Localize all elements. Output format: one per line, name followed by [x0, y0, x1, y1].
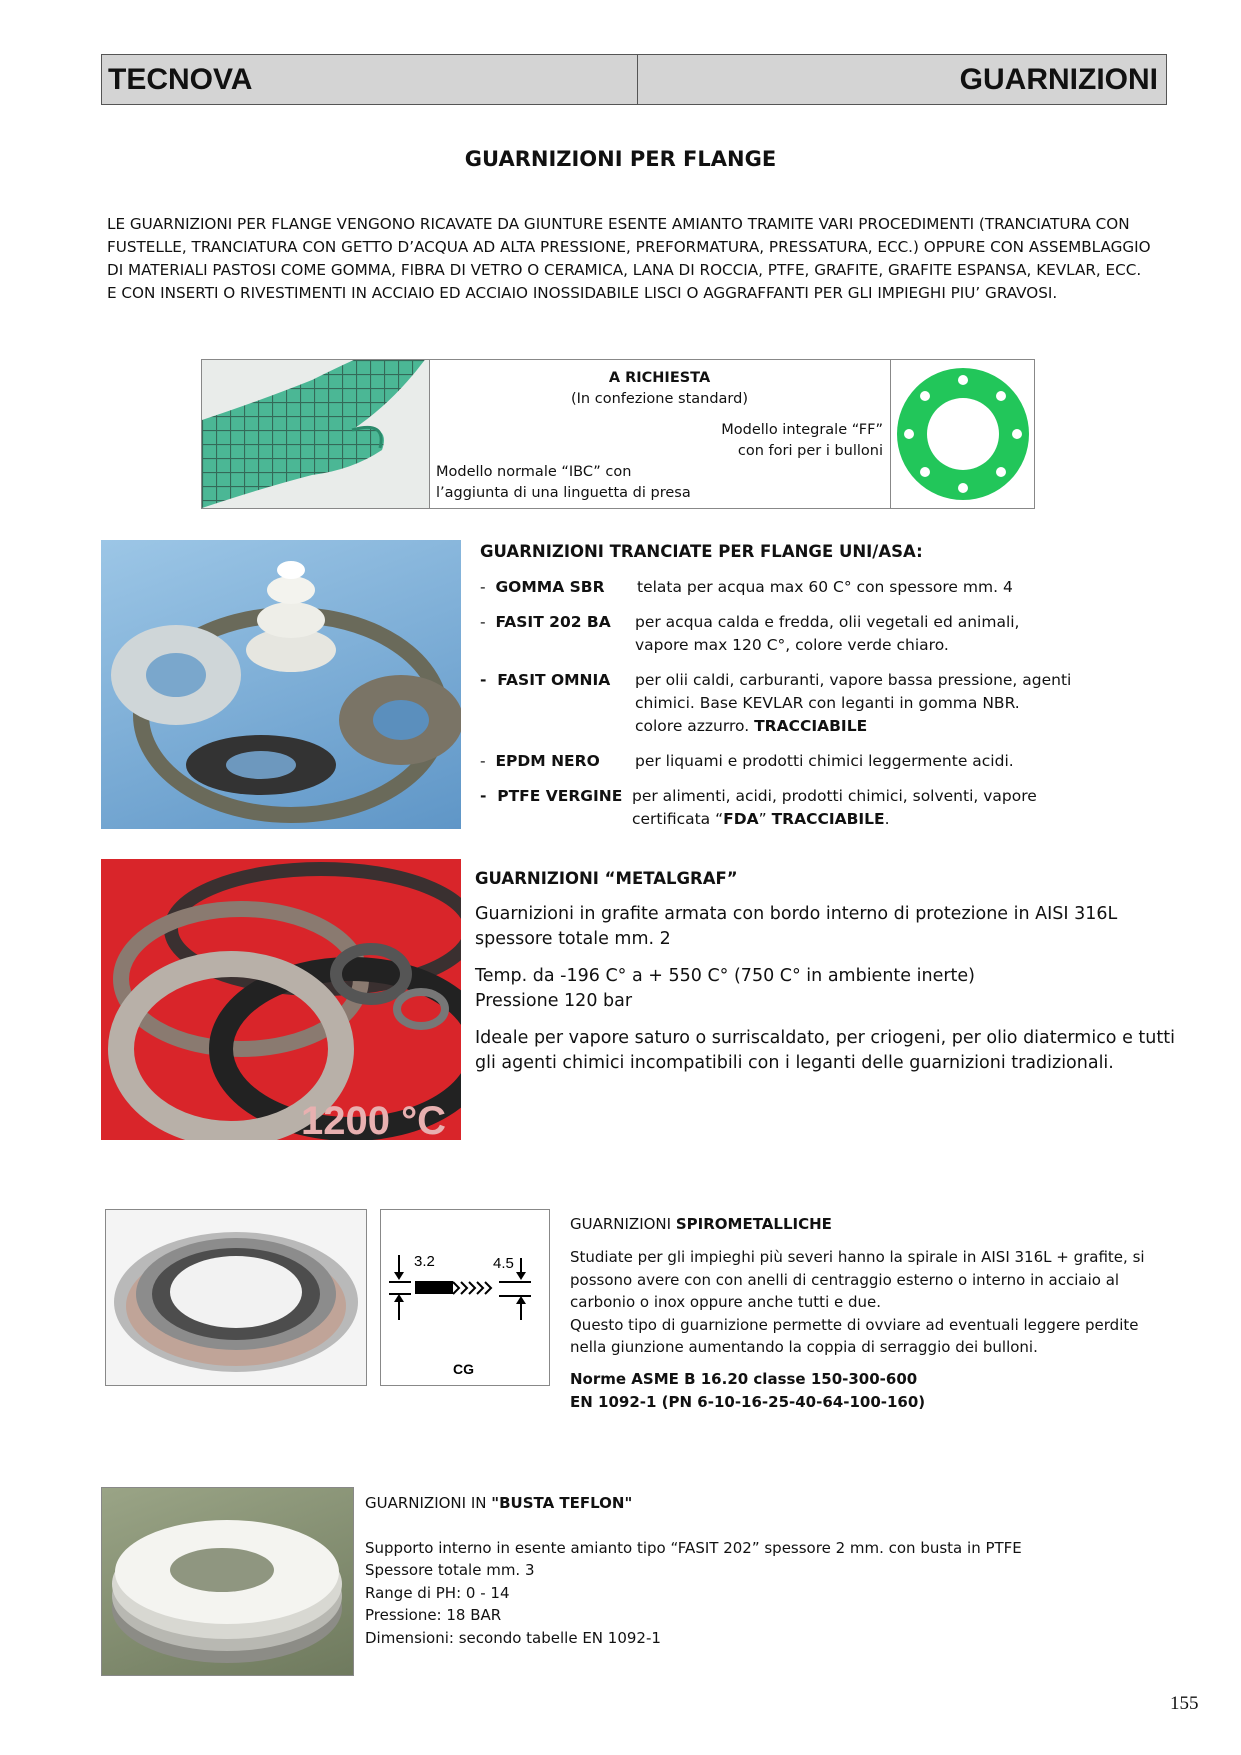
page-title: GUARNIZIONI PER FLANGE [464, 147, 777, 171]
spiral-line: carbonio o inox oppure anche tutti e due. [570, 1293, 882, 1312]
spiral-body [570, 1246, 1190, 1358]
spiral-title-bold: SPIROMETALLICHE [675, 1215, 832, 1233]
material-desc: colore azzurro. [635, 717, 755, 735]
intro-line: LE GUARNIZIONI PER FLANGE VENGONO RICAVATE DA GIUNTURE ESENTE AMIANTO TRAMITE VARI PROCEDIMENTI (TRANCIATURA CON [107, 215, 1130, 233]
ibc-model-line1: Modello normale “IBC” con [436, 464, 632, 480]
photo-temperature-label: 1200 °C [301, 1099, 446, 1140]
ibc-gasket-photo [202, 360, 430, 508]
page-header [101, 54, 1167, 105]
flange-models-table [201, 359, 1035, 509]
material-desc: vapore max 120 C°, colore verde chiaro. [635, 636, 949, 654]
metalgraf-photo [101, 859, 461, 1140]
metalgraf-specs [475, 964, 1195, 1014]
teflon-title-plain: GUARNIZIONI IN [365, 1494, 492, 1512]
traceable-label: TRACCIABILE [754, 717, 868, 735]
list-item: - GOMMA SBR telata per acqua max 60 C° con spessore mm. 4 [480, 576, 605, 599]
material-name: GOMMA SBR [495, 578, 605, 596]
spiral-title [570, 1213, 1190, 1235]
dim-right-label: 4.5 [493, 1255, 514, 1272]
spiral-line: Questo tipo di guarnizione permette di ovviare ad eventuali leggere perdite [570, 1315, 1139, 1334]
cut-gaskets-photo [101, 540, 461, 829]
material-desc: per alimenti, acidi, prodotti chimici, solventi, vapore [632, 787, 1037, 805]
teflon-body [365, 1537, 1185, 1650]
material-name: PTFE VERGINE [497, 787, 623, 805]
intro-line: FUSTELLE, TRANCIATURA CON GETTO D’ACQUA AD ALTA PRESSIONE, PREFORMATURA, PRESSATURA, ECC.) OPPURE CON ASSEMBLAGGIO [107, 238, 1151, 256]
teflon-title-bold: "BUSTA TEFLON" [491, 1494, 633, 1512]
material-name: FASIT 202 BA [495, 613, 611, 631]
table-subtitle: (In confezione standard) [571, 391, 748, 407]
material-desc: per olii caldi, carburanti, vapore bassa pressione, agenti [635, 671, 1072, 689]
metalgraf-section [475, 866, 1195, 1076]
material-desc: ” [758, 810, 772, 828]
table-title: A RICHIESTA [608, 370, 711, 386]
spiral-gasket-photo [105, 1209, 367, 1386]
metalgraf-line: Ideale per vapore saturo o surriscaldato, per criogeni, per olio diatermico e tutti [475, 1028, 1175, 1048]
material-desc: . [884, 810, 890, 828]
teflon-title [365, 1492, 1185, 1515]
ff-gasket-image [890, 360, 1035, 508]
list-item: - EPDM NERO per liquami e prodotti chimici leggermente acidi. [480, 750, 600, 773]
material-desc: telata per acqua max 60 C° con spessore mm. 4 [637, 578, 1013, 596]
intro-line: DI MATERIALI PASTOSI COME GOMMA, FIBRA DI VETRO O CERAMICA, LANA DI ROCCIA, PTFE, GRAFITE, GRAFITE ESPANSA, KEVLAR, ECC. [107, 261, 1142, 279]
spiral-norms [570, 1368, 1190, 1413]
intro-line: E CON INSERTI O RIVESTIMENTI IN ACCIAIO ED ACCIAIO INOSSIDABILE LISCI O AGGRAFFANTI PER GLI IMPIEGHI PIU’ GRAVOSI. [107, 284, 1058, 302]
teflon-line: Pressione: 18 BAR [365, 1606, 502, 1625]
teflon-line: Spessore totale mm. 3 [365, 1561, 535, 1580]
norm-line: EN 1092-1 (PN 6-10-16-25-40-64-100-160) [570, 1392, 926, 1411]
ff-model-line2: con fori per i bulloni [737, 443, 883, 459]
metalgraf-usage [475, 1026, 1195, 1076]
spiral-section [570, 1213, 1190, 1413]
spiral-line: Studiate per gli impieghi più severi hanno la spirale in AISI 316L + grafite, si [570, 1248, 1145, 1267]
metalgraf-line: spessore totale mm. 2 [475, 929, 671, 949]
list-item: - FASIT OMNIA per olii caldi, carburanti, vapore bassa pressione, agenti chimici. Base KEVLAR con leganti in gomma NBR. colore azzurro. TRACCIABILE [480, 671, 1072, 735]
metalgraf-line: Temp. da -196 C° a + 550 C° (750 C° in ambiente inerte) [475, 966, 975, 986]
metalgraf-line: Guarnizioni in grafite armata con bordo interno di protezione in AISI 316L [475, 904, 1118, 924]
material-desc: per acqua calda e fredda, olii vegetali ed animali, [635, 613, 1020, 631]
material-name: FASIT OMNIA [497, 671, 611, 689]
spiral-title-plain: GUARNIZIONI [570, 1215, 676, 1233]
teflon-line: Supporto interno in esente amianto tipo “FASIT 202” spessore 2 mm. con busta in PTFE [365, 1538, 1022, 1557]
header-brand: TECNOVA [102, 55, 638, 104]
norm-line: Norme ASME B 16.20 classe 150-300-600 [570, 1370, 918, 1389]
cut-gaskets-title: GUARNIZIONI TRANCIATE PER FLANGE UNI/ASA: [480, 542, 923, 561]
cut-gaskets-section [480, 540, 1200, 563]
teflon-gasket-photo [101, 1487, 354, 1676]
spiral-line: nella giunzione aumentando la coppia di serraggio dei bulloni. [570, 1338, 1038, 1357]
traceable-label: TRACCIABILE [771, 810, 885, 828]
intro-paragraph [107, 213, 1167, 305]
dim-left-label: 3.2 [414, 1253, 435, 1270]
metalgraf-line: gli agenti chimici incompatibili con i leganti delle guarnizioni tradizionali. [475, 1053, 1114, 1073]
metalgraf-title: GUARNIZIONI “METALGRAF” [475, 869, 738, 888]
material-desc: per liquami e prodotti chimici leggermente acidi. [635, 752, 1014, 770]
ibc-model-line2: l’aggiunta di una linguetta di presa [436, 485, 691, 501]
list-item: - FASIT 202 BA per acqua calda e fredda, olii vegetali ed animali, vapore max 120 C°, colore verde chiaro. [480, 611, 611, 634]
diagram-code-label: CG [453, 1361, 474, 1377]
metalgraf-line: Pressione 120 bar [475, 991, 633, 1011]
teflon-section [365, 1492, 1185, 1650]
page-number: 155 [1170, 1693, 1199, 1714]
fda-label: FDA [723, 810, 759, 828]
metalgraf-desc [475, 902, 1195, 952]
teflon-line: Dimensioni: secondo tabelle EN 1092-1 [365, 1628, 661, 1647]
material-desc: chimici. Base KEVLAR con leganti in gomma NBR. [635, 694, 1020, 712]
spiral-line: possono avere con con anelli di centraggio esterno o interno in acciaio al [570, 1270, 1120, 1289]
spiral-section-diagram [380, 1209, 550, 1386]
material-name: EPDM NERO [495, 752, 600, 770]
ff-model-line1: Modello integrale “FF” [721, 422, 883, 438]
material-desc: certificata “ [632, 810, 724, 828]
header-section: GUARNIZIONI [638, 55, 1166, 104]
list-item: - PTFE VERGINE per alimenti, acidi, prodotti chimici, solventi, vapore certificata “FDA” TRACCIABILE. [480, 787, 1037, 828]
teflon-line: Range di PH: 0 - 14 [365, 1583, 510, 1602]
